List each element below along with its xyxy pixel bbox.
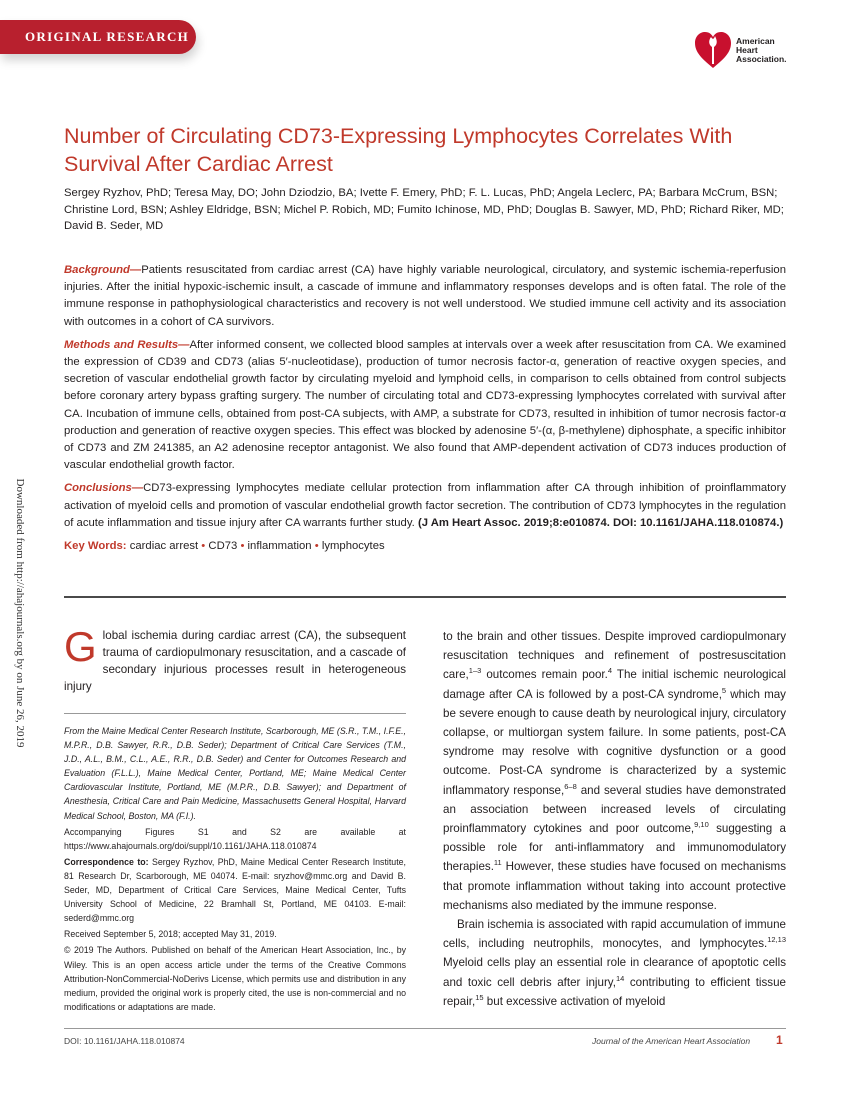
download-note-text: Downloaded from http://ahajournals.org by on June 26, 2019 [14, 478, 26, 747]
citation: (J Am Heart Assoc. 2019;8:e010874. DOI: 10.1161/JAHA.118.010874.) [417, 516, 784, 529]
keywords [64, 538, 786, 555]
keyword-item[interactable]: cardiac arrest [129, 540, 199, 553]
conclusions-label: Conclusions— [64, 482, 144, 495]
reference-link[interactable]: 6–8 [564, 781, 577, 791]
reference-link[interactable]: 9,10 [694, 820, 709, 830]
keyword-separator: • [240, 540, 245, 553]
correspondence-text: Sergey Ryzhov, PhD, Maine Medical Center Research Institute, 81 Research Dr, Scarborough, ME 04074. E-mail: sryzhov@mmc.org and David B. Seder, MD, Department of Critical Care Services, Maine Medical Center, Tufts University School of Medicine, 22 Bramhall St, Portland, ME 04103. E-mail: sederd@mmc.org [64, 856, 406, 924]
body-paragraph-2 [443, 915, 786, 1011]
aha-wordmark [736, 37, 787, 64]
conclusions-text: CD73-expressing lymphocytes mediate cellular protection from inflammation after CA through inhibition of proinflammatory activation of myeloid cells and promotion of vascular endothelial growth factor secretion. The contribution of CD73 lymphocytes in the regulation of acute inflammation and tissue injury after CA warrants further study. [64, 482, 786, 529]
article-title: Number of Circulating CD73-Expressing Lymphocytes Correlates With Survival After Cardiac Arrest [64, 124, 733, 176]
keywords-label: Key Words: [64, 540, 127, 553]
body-text: and several studies have demonstrated an association between increased levels of circulating proinflammatory cytokines and poor outcome, [443, 783, 786, 836]
intro-text: lobal ischemia during cardiac arrest (CA), the subsequent trauma of cardiopulmonary resuscitation, and a cascade of secondary injurious processes result in heterogeneous injury [64, 629, 406, 693]
copyright-notice: © 2019 The Authors. Published on behalf of the American Heart Association, Inc., by Wiley. This is an open access article under the terms of the Creative Commons Attribution-NonCommercial-NoDerivs License, which permits use and distribution in any medium, provided the original work is properly cited, the use is non-commercial and no modifications or adaptations are made. [64, 945, 406, 1012]
reference-link[interactable]: 12,13 [767, 935, 786, 945]
heart-torch-icon [693, 28, 733, 72]
reference-link[interactable]: 4 [607, 666, 613, 676]
correspondence-label: Correspondence to: [64, 856, 149, 867]
keyword-separator: • [314, 540, 319, 553]
body-text: Myeloid cells play an essential role in clearance of apoptotic cells and toxic cell debris after injury, [443, 956, 786, 989]
footnote-divider [64, 713, 406, 714]
background-label: Background— [64, 264, 142, 276]
body-text: The initial ischemic neurological damage after CA is followed by a post-CA syndrome, [443, 668, 786, 701]
aha-logo [693, 28, 793, 74]
reference-link[interactable]: 5 [721, 685, 727, 695]
abstract [64, 262, 786, 561]
methods-text: After informed consent, we collected blood samples at intervals over a week after resuscitation from CA. We examined the expression of CD39 and CD73 (alias 5′-nucleotidase), production of tumor necrosis factor-α, generation of reactive oxygen species, and secretion of vascular endothelial growth factor by circulating myeloid and lymphoid cells, in comparison to cells obtained from control subjects before coronary artery bypass grafting surgery. The number of circulating total and CD73-expressing lymphocytes correlated with survival after CA. Incubation of immune cells, obtained from post-CA subjects, with AMP, a substrate for CD73, resulted in inhibition of tumor necrosis factor-α production and generation of reactive oxygen species. This effect was blocked by adenosine 5′-(α, β-methylene) diphosphate, a specific inhibitor of CD73 and ZM 241385, an A2 adenosine receptor antagonist. We also found that AMP-dependent activation of CD73 induces production of vascular endothelial growth factor. [64, 338, 786, 472]
affiliations: From the Maine Medical Center Research Institute, Scarborough, ME (S.R., T.M., I.F.E., M.P.R., D.B. Sawyer, R.R., D.B. Seder); Department of Critical Care Services (T.M., J.D., A.L., B.M., C.L., A.E., R.R., D.B. Seder) and Center for Outcomes Research and Evaluation (F.L.L.), Maine Medical Center, Portland, ME; Maine Medical Center Cardiovascular Institute, Portland, ME (M.P.R., D.B. Sawyer); and Department of Anesthesia, Critical Care and Pain Medicine, Massachusetts General Hospital, Harvard Medical School, Boston, MA (F.I.). [64, 726, 406, 821]
aha-wordmark-line3: Association. [736, 54, 787, 64]
body-text: Brain ischemia is associated with rapid accumulation of immune cells, including neutrophils, monocytes, and lymphocytes. [443, 918, 786, 951]
keyword-item[interactable]: CD73 [208, 540, 238, 553]
abstract-methods [64, 337, 786, 475]
abstract-divider [64, 596, 786, 598]
body-text: suggesting a possible role for anti-inflammatory and immunomodulatory therapies. [443, 822, 786, 874]
keyword-separator: • [201, 540, 206, 553]
footer-journal-name: Journal of the American Heart Association [592, 1036, 751, 1046]
footer-doi[interactable]: DOI: 10.1161/JAHA.118.010874 [64, 1036, 185, 1046]
abstract-background [64, 262, 786, 331]
body-text: to the brain and other tissues. Despite improved cardiopulmonary resuscitation techniques and refinement of postresuscitation care, [443, 630, 786, 682]
background-text: Patients resuscitated from cardiac arrest (CA) have highly variable neurological, circulatory, and systemic ischemia-reperfusion injuries. After the initial hypoxic-ischemic insult, a cascade of immune and inflammatory responses develops and is often fatal. The role of the immune response in pathophysiological characteristics and recovery is not well understood. We studied immune cell activity and its association with outcomes in a cohort of CA survivors. [64, 264, 786, 328]
reference-link[interactable]: 11 [493, 858, 502, 868]
footer-divider [64, 1028, 786, 1029]
body-text: However, these studies have focused on mechanisms that promote inflammation without taking into account protective mechanisms also mediated by the immune response. [443, 860, 786, 912]
methods-label: Methods and Results— [64, 338, 190, 351]
received-dates: Received September 5, 2018; accepted May 31, 2019. [64, 929, 277, 940]
keyword-item[interactable]: inflammation [247, 540, 312, 553]
author-list: Sergey Ryzhov, PhD; Teresa May, DO; John Dziodzio, BA; Ivette F. Emery, PhD; F. L. Lucas, PhD; Angela Leclerc, PA; Barbara McCrum, BSN; Christine Lord, BSN; Ashley Eldridge, BSN; Michel P. Robich, MD; Fumito Ichinose, MD, PhD; Douglas B. Sawyer, MD, PhD; Richard Riker, MD; David B. Seder, MD [64, 187, 784, 232]
reference-link[interactable]: 1–3 [468, 666, 482, 676]
reference-link[interactable]: 14 [615, 973, 625, 983]
body-text: contributing to efficient tissue repair, [443, 975, 786, 1008]
drop-cap: G [64, 623, 97, 670]
supplement-note[interactable]: Accompanying Figures S1 and S2 are available at https://www.ahajournals.org/doi/suppl/10.1161/JAHA.118.010874 [64, 826, 406, 851]
body-text: outcomes remain poor. [481, 668, 608, 682]
aha-wordmark-line2: Heart [736, 45, 758, 55]
body-text: but excessive activation of myeloid [483, 994, 666, 1008]
section-banner-label: ORIGINAL RESEARCH [25, 29, 190, 44]
aha-wordmark-line1: American [736, 36, 775, 46]
right-column [443, 627, 786, 1011]
abstract-conclusions [64, 480, 786, 532]
left-column [64, 623, 406, 1014]
page-number: 1 [776, 1033, 783, 1047]
intro-paragraph [64, 623, 406, 695]
correspondence [64, 855, 406, 925]
body-paragraph-1 [443, 627, 786, 915]
reference-link[interactable]: 15 [475, 993, 484, 1002]
body-text: which may be severe enough to cause death by neurological injury, circulatory collapse, or multiorgan system failure. In some patients, post-CA syndrome may resolve with cognitive dysfunction or a good outcome. Post-CA syndrome is characterized by a systemic inflammatory response, [443, 687, 786, 797]
section-banner [0, 20, 196, 54]
keyword-item[interactable]: lymphocytes [321, 540, 385, 553]
download-note [10, 478, 30, 747]
